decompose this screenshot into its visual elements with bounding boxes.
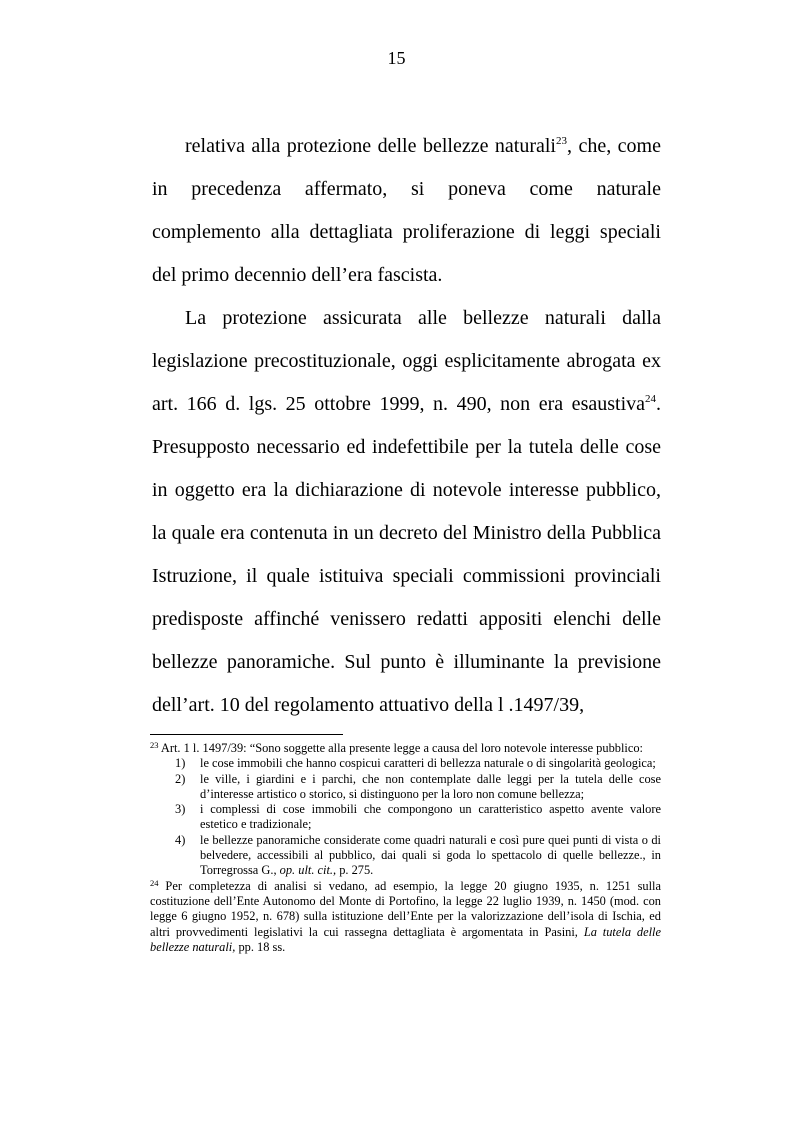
list-item-text: le cose immobili che hanno cospicui caratteri di bellezza naturale o di singolarità geologica; [200,756,656,771]
footnote-24 [150,879,661,955]
paragraph-1-text-a: relativa alla protezione delle bellezze naturali [185,135,556,157]
list-item [150,756,661,771]
list-item-number: 3) [175,802,186,817]
footnote-separator [150,734,343,735]
list-item [150,772,661,803]
paragraph-2-text-b: . Presupposto necessario ed indefettibile per la tutela delle cose in oggetto era la dichiarazione di notevole interesse pubblico, la quale era contenuta in un decreto del Ministro della Pubblica Istruzione, il quale istituiva speciali commissioni provinciali predisposte affinché venissero redatti appositi elenchi delle bellezze panoramiche. Sul punto è illuminante la previsione dell’art. 10 del regolamento attuativo della l .1497/39, [152,393,661,716]
footnotes [150,741,661,955]
list-item-text: le ville, i giardini e i parchi, che non contemplate dalle leggi per la tutela delle cose d’interesse artistico o storico, si distinguono per la loro non comune bellezza; [200,771,661,801]
footnote-23-intro [150,741,661,756]
list-item-text: le bellezze panoramiche considerate come quadri naturali e così pure quei punti di vista o di belvedere, accessibili al pubblico, dai quali si goda lo spettacolo di quelle bellezze., in Torregrossa G., [200,832,661,878]
list-item-text-end: p. 275. [336,863,374,878]
list-item-text: i complessi di cose immobili che compongono un caratteristico aspetto avente valore estetico e tradizionale; [200,802,661,832]
list-item-number: 1) [175,756,186,771]
body-text [152,125,661,727]
footnote-ref-23[interactable]: 23 [556,135,567,147]
list-item [150,802,661,833]
footnote-24-text [150,879,661,955]
footnote-ref-24[interactable]: 24 [645,393,656,405]
footnote-24-text-b: pp. 18 ss. [235,939,286,954]
page-number: 15 [387,48,406,68]
footnote-23-mark: 23 [150,740,159,750]
paragraph-2 [152,297,661,727]
footnote-23-intro-text: Art. 1 l. 1497/39: “Sono soggette alla presente legge a causa del loro notevole interesse pubblico: [158,741,643,755]
citation-op-ult-cit: op. ult. cit., [279,863,337,878]
footnote-24-text-a: Per completezza di analisi si vedano, ad esempio, la legge 20 giugno 1935, n. 1251 sulla costituzione dell’Ente Autonomo del Monte di Portofino, la legge 22 luglio 1939, n. 1450 (mod. con legge 6 giugno 1952, n. 678) sulla istituzione dell’Ente per la valorizzazione dell’isola di Ischia, ed altri provvedimenti legislativi la cui rassegna dettagliata è argomentata in Pasini, [150,878,661,939]
list-item-number: 2) [175,771,186,786]
footnote-23 [150,741,661,879]
footnote-24-mark: 24 [150,877,159,888]
paragraph-1 [152,125,661,297]
list-item [150,833,661,879]
paragraph-2-text-a: La protezione assicurata alle bellezze naturali dalla legislazione precostituzionale, oggi esplicitamente abrogata ex art. 166 d. lgs. 25 ottobre 1999, n. 490, non era esaustiva [152,307,661,415]
list-item-number: 4) [175,832,186,847]
paragraph-1-text-b: , che, come in precedenza affermato, si poneva come naturale complemento alla dettagliata proliferazione di leggi speciali del primo decennio dell’era fascista. [152,135,661,286]
footnote-23-list [150,756,661,878]
book-title: La tutela delle bellezze naturali, [150,924,661,954]
